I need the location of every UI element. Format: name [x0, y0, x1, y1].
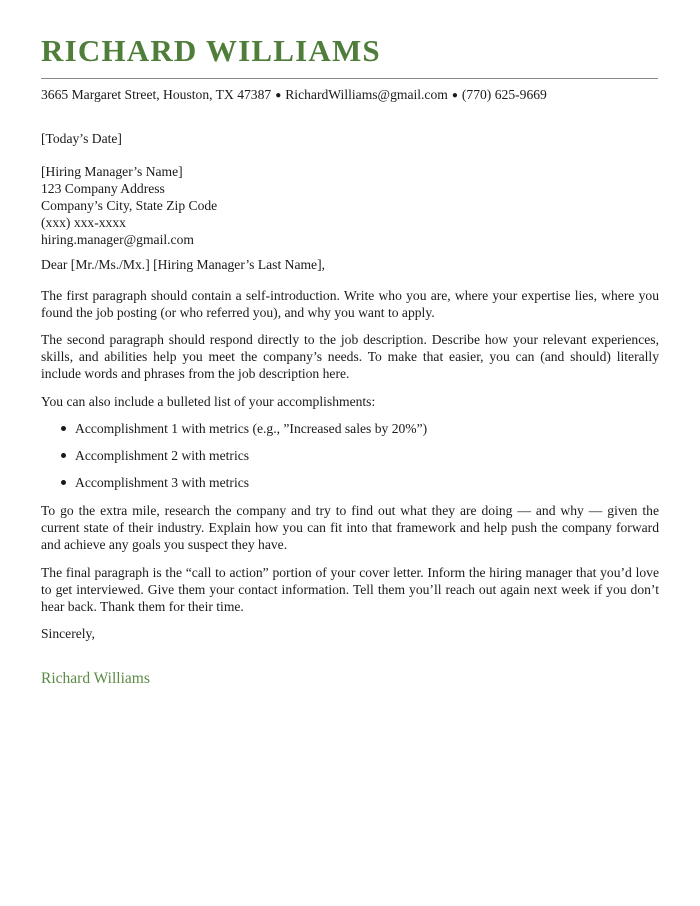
list-item: [41, 420, 659, 447]
bullet-icon: [61, 453, 66, 458]
list-item-text: Accomplishment 3 with metrics: [75, 475, 250, 490]
contact-line: [41, 86, 547, 106]
bullet-icon: [61, 480, 66, 485]
list-item: [41, 474, 659, 501]
signature: Richard Williams: [41, 670, 150, 687]
recipient-city: Company’s City, State Zip Code: [41, 198, 218, 213]
recipient-phone: (xxx) xxx-xxxx: [41, 215, 126, 230]
bullet-icon: [61, 426, 66, 431]
list-item-text: Accomplishment 2 with metrics: [75, 448, 250, 463]
contact-phone: (770) 625-9669: [461, 87, 547, 102]
contact-email: RichardWilliams@gmail.com: [285, 87, 448, 102]
closing: Sincerely,: [41, 626, 95, 641]
contact-address: 3665 Margaret Street, Houston, TX 47387: [41, 87, 272, 102]
list-item: [41, 447, 659, 474]
paragraph-introduction: The first paragraph should contain a self-introduction. Write who you are, where your expertise lies, where you found the job posting (or who referred you), and why you want to apply.: [41, 288, 659, 320]
recipient-address-block: [41, 163, 659, 248]
letter-date: [Today’s Date]: [41, 131, 122, 146]
recipient-street: 123 Company Address: [41, 181, 165, 196]
header-divider: [41, 78, 658, 79]
bullet-separator-icon: ●: [275, 90, 282, 101]
paragraph-accomplishments-intro: You can also include a bulleted list of your accomplishments:: [41, 394, 376, 409]
recipient-name: [Hiring Manager’s Name]: [41, 164, 183, 179]
applicant-name-heading: RICHARD WILLIAMS: [41, 33, 381, 68]
paragraph-job-description: The second paragraph should respond directly to the job description. Describe how your relevant experiences, skills, and abilities help you meet the company’s needs. To make that easier, you can (and should) literally include words and phrases from the job description here.: [41, 332, 659, 381]
recipient-email: hiring.manager@gmail.com: [41, 232, 194, 247]
accomplishments-list: [41, 420, 659, 501]
greeting: Dear [Mr./Ms./Mx.] [Hiring Manager’s Last Name],: [41, 257, 326, 272]
list-item-text: Accomplishment 1 with metrics (e.g., ”Increased sales by 20%”): [75, 421, 428, 436]
paragraph-call-to-action: The final paragraph is the “call to action” portion of your cover letter. Inform the hiring manager that you’d love to get interviewed. Give them your contact information. Tell them you’ll reach out again next week if you don’t hear back. Thank them for their time.: [41, 565, 659, 614]
bullet-separator-icon: ●: [451, 90, 458, 101]
paragraph-research: To go the extra mile, research the company and try to find out what they are doing — and why — given the current state of their industry. Explain how you can fit into that framework and help push the company forward and achieve any goals you suspect they have.: [41, 503, 659, 552]
